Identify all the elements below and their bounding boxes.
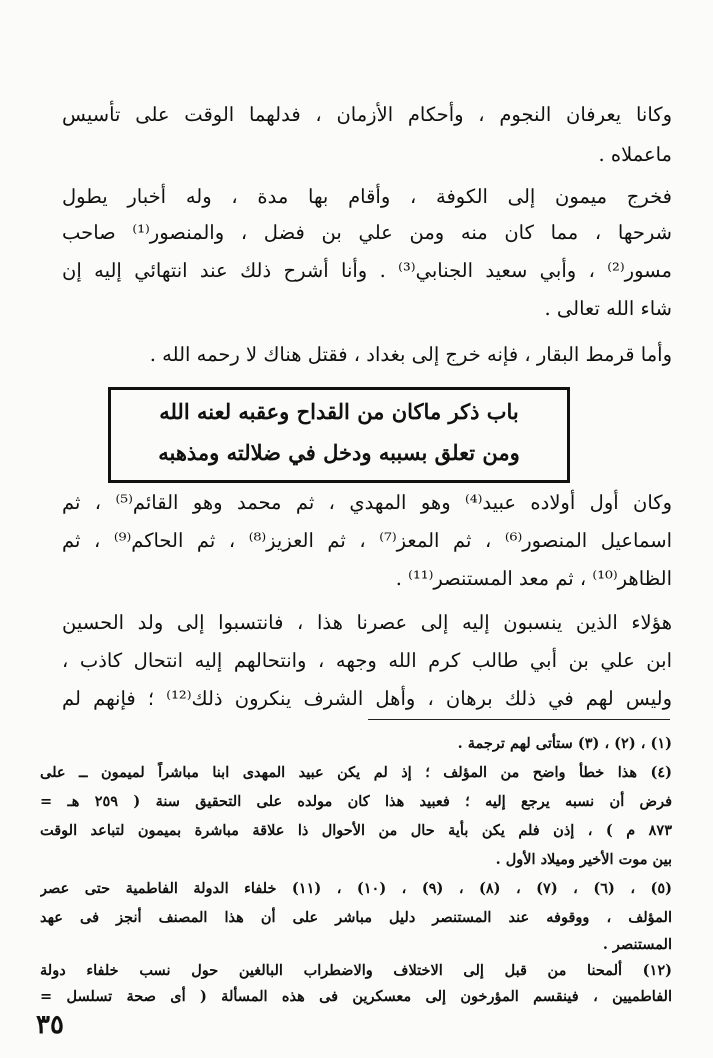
body-line: مسور⁽²⁾ ، وأبي سعيد الجنابي⁽³⁾ . وأنا أشرح ذلك عند انتهائي إليه إن: [62, 259, 672, 282]
body-line: ماعملاه .: [598, 143, 672, 166]
footnote-line: المؤلف ، ووقوفه عند المستنصر دليل مباشر على أن هذا المصنف أنجز فى عهد: [40, 909, 672, 926]
body-line: الظاهر⁽¹⁰⁾ ، ثم معد المستنصر⁽¹¹⁾ .: [395, 567, 672, 590]
body-line: فخرج ميمون إلى الكوفة ، وأقام بها مدة ، وله أخبار يطول: [62, 185, 672, 208]
body-line: هؤلاء الذين ينسبون إليه إلى عصرنا هذا ، فانتسبوا إلى ولد الحسين: [62, 611, 672, 634]
chapter-heading-line-1: باب ذكر ماكان من القداح وعقبه لعنه الله: [159, 399, 519, 424]
footnote-line: المستنصر .: [602, 936, 672, 953]
footnote-line: (١) ، (٢) ، (٣) ستأتى لهم ترجمة .: [457, 735, 672, 752]
chapter-heading-box: [108, 387, 570, 483]
body-line: وكان أول أولاده عبيد⁽⁴⁾ وهو المهدي ، ثم محمد وهو القائم⁽⁵⁾ ، ثم: [62, 491, 672, 514]
page-number: ٣٥: [36, 1010, 64, 1040]
footnote-line: بين موت الأخير وميلاد الأول .: [495, 851, 672, 868]
footnote-line: الفاطميين ، فينقسم المؤرخون إلى معسكرين فى هذه المسألة ( أى صحة تسلسل =: [40, 988, 672, 1005]
body-line: اسماعيل المنصور⁽⁶⁾ ، ثم المعز⁽⁷⁾ ، ثم العزيز⁽⁸⁾ ، ثم الحاكم⁽⁹⁾ ، ثم: [62, 529, 672, 552]
body-line: وأما قرمط البقار ، فإنه خرج إلى بغداد ، فقتل هناك لا رحمه الله .: [149, 343, 672, 366]
footnote-line: (٤) هذا خطأ واضح من المؤلف ؛ إذ لم يكن عبيد المهدى ابنا مباشراً لميمون ــ على: [40, 764, 672, 781]
footnote-line: (١٢) ألمحنا من قبل إلى الاختلاف والاضطراب البالغين حول نسب خلفاء دولة: [40, 962, 672, 979]
body-line: شرحها ، مما كان منه ومن علي بن فضل ، والمنصور⁽¹⁾ صاحب: [62, 221, 672, 244]
body-line: ابن علي بن أبي طالب كرم الله وجهه ، وانتحالهم إليه انتحال كاذب ،: [62, 649, 672, 672]
body-line: شاء الله تعالى .: [544, 297, 672, 320]
footnote-separator: [368, 719, 670, 720]
body-line: وليس لهم في ذلك برهان ، وأهل الشرف ينكرون ذلك⁽¹²⁾ ؛ فإنهم لم: [62, 687, 672, 710]
chapter-heading-line-2: ومن تعلق بسببه ودخل في ضلالته ومذهبه: [158, 440, 520, 465]
footnote-line: ٨٧٣ م ) ، إذن فلم يكن بأية حال من الأحوال ذا علاقة مباشرة بميمون لتباعد الوقت: [40, 822, 672, 839]
footnote-line: (٥) ، (٦) ، (٧) ، (٨) ، (٩) ، (١٠) ، (١١) خلفاء الدولة الفاطمية حتى عصر: [40, 880, 672, 897]
footnote-line: فرض أن نسبه يرجع إليه ؛ فعبيد هذا كان مولده على التحقيق سنة ( ٢٥٩ هـ =: [40, 793, 672, 810]
body-line: وكانا يعرفان النجوم ، وأحكام الأزمان ، فدلهما الوقت على تأسيس: [62, 103, 672, 126]
